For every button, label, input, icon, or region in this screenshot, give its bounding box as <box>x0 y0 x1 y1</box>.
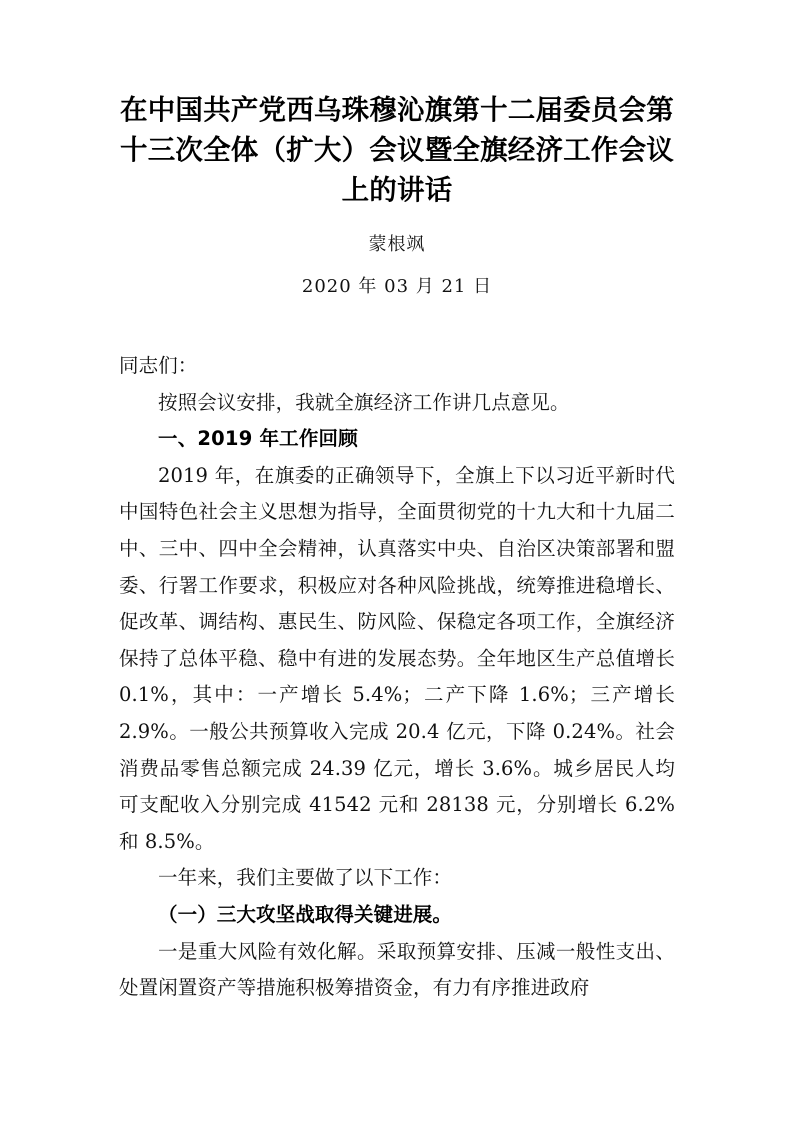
document-body <box>119 302 675 1007</box>
document-author: 蒙根飒 <box>368 234 426 255</box>
document-content <box>119 0 675 1007</box>
section-heading-one: 一、2019 年工作回顾 <box>158 427 358 451</box>
year-review-paragraph: 2019 年，在旗委的正确领导下，全旗上下以习近平新时代中国特色社会主义思想为指导，全面贯彻党的十九大和十九届二中、三中、四中全会精神，认真落实中央、自治区决策部署和盟委、行署工作要求，积极应对各种风险挑战，统筹推进稳增长、促改革、调结构、惠民生、防风险、保稳定各项工作，全旗经济保持了总体平稳、稳中有进的发展态势。全年地区生产总值增长 0.1%，其中：一产增长 5.4%；二产下降 1.6%；三产增长 2.9%。一般公共预算收入完成 20.4 亿元，下降 0.24%。社会消费品零售总额完成 24.39 亿元，增长 3.6%。城乡居民人均可支配收入分别完成 41542 元和 28138 元，分别增长 6.2%和 8.5%。 <box>119 463 675 853</box>
transition-paragraph: 一年来，我们主要做了以下工作： <box>158 866 453 890</box>
salutation-line: 同志们： <box>119 354 198 377</box>
document-date: 2020 年 03 月 21 日 <box>301 276 493 297</box>
page-title: 在中国共产党西乌珠穆沁旗第十二届委员会第十三次全体（扩大）会议暨全旗经济工作会议上的讲话 <box>120 94 674 206</box>
subsection-heading-one: （一）三大攻坚战取得关键进展。 <box>158 902 453 926</box>
intro-paragraph: 按照会议安排，我就全旗经济工作讲几点意见。 <box>158 390 570 414</box>
detail-paragraph: 一是重大风险有效化解。采取预算安排、压减一般性支出、处置闲置资产等措施积极筹措资金，有力有序推进政府 <box>119 939 675 1000</box>
